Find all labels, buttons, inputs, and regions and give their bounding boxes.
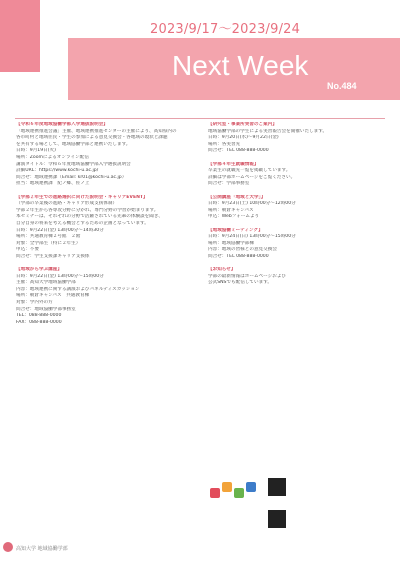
logo-icon	[3, 542, 13, 552]
text-line: 問合せ：学生支援課キャリア支援係	[16, 253, 90, 259]
tile-red	[210, 488, 220, 498]
text-line: 詳細URL：https://www.kochi-u.ac.jp/	[16, 168, 99, 174]
text-line: 担当：地域連携課 紀ノ郷、佐ノ上	[16, 181, 90, 187]
text-line: TEL：088-888-0000	[16, 313, 62, 319]
qr-code	[268, 510, 286, 528]
text-line: 自分自身の将来を考える機会とするための企画となっています。	[16, 220, 149, 226]
section-title: 【学部２年生での進路選択に向けた説明会・キャリアEVENT】	[16, 194, 148, 200]
text-line: 日時：9月22日(金) 13時00分〜14時30分	[16, 227, 104, 233]
left-column	[16, 122, 196, 326]
text-line: 場所：Zoomによるオンライン配信	[16, 154, 89, 160]
section-title: 【地域から学ぶ講座】	[16, 267, 62, 273]
section-title: 【令和６年度地域協働学部入学選抜説明会】	[16, 122, 108, 127]
section-title: 【お知らせ】	[208, 267, 236, 273]
text-line: 学部２年生から各専攻分野に分かれ、専門分野の学習が始まります。	[16, 207, 159, 213]
text-line	[208, 188, 388, 195]
text-line: 申込：Webフォームより	[208, 214, 260, 220]
text-line: 主催：高知大学地域協働学部	[16, 280, 76, 286]
section-title: 【研究室・事業所実習のご案内】	[208, 122, 277, 127]
text-line	[16, 260, 196, 267]
text-line: 場所：各実習先	[208, 141, 241, 147]
tile-orange	[222, 482, 232, 492]
text-line: 日時：9月24日(日) 13時00分〜15時00分	[208, 234, 296, 240]
text-line: 本セミナーは、それぞれの分野で活躍されている先輩の体験談を聞き、	[16, 214, 163, 220]
text-line	[208, 155, 388, 162]
text-line	[208, 221, 388, 228]
tile-green	[234, 488, 244, 498]
section-title: 【学部４年生就職情報】	[208, 161, 259, 167]
text-line: 詳細は学部ホームページをご覧ください。	[208, 174, 296, 180]
issue-number: No.484	[327, 81, 357, 91]
text-line: 場所：地域協働学部棟	[208, 240, 254, 246]
text-line: 問合せ：TEL 088-888-0000	[208, 148, 269, 154]
text-line: 「地域連携推進会議」主催、地域連携推進センターの主催により、高知県内の	[16, 128, 177, 134]
date-range: 2023/9/17〜2023/9/24	[150, 22, 301, 37]
tile-blue	[246, 482, 256, 492]
text-line: 場所：共通教育棟２号館 ２階	[16, 234, 81, 240]
text-line: FAX：088-888-0000	[16, 319, 62, 325]
text-line: 場所：朝倉キャンパス 共通教育棟	[16, 293, 90, 299]
text-line: 問合せ：地域協働学部事務室	[16, 306, 76, 312]
text-line: 日時：9月20日(水)〜9月22日(金)	[208, 135, 279, 141]
text-line: 問合せ：地域連携課（Email: kr01@kochi-u.ac.jp）	[16, 174, 127, 180]
section-title: 【公開講座「地域と大学」】	[208, 194, 266, 200]
qr-code	[268, 478, 286, 496]
text-line: 場所：朝倉キャンパス	[208, 207, 254, 213]
text-line	[16, 188, 196, 195]
text-line: 問合せ：TEL 088-888-0000	[208, 253, 269, 259]
newsletter-title: Next Week	[172, 50, 309, 81]
text-line: 講演タイトル：令和６年度地域協働学部入学選抜説明会	[16, 161, 131, 167]
text-line: 公式SNSでも配信しています。	[208, 280, 273, 286]
text-line: 対象：全学部生（特に２年生）	[16, 240, 81, 246]
text-line: 各市町村と地域住民・学生の参加による意見交換会・各地域の現状と課題	[16, 135, 168, 141]
text-line: 内容：地域の皆様との意見交換会	[208, 247, 277, 253]
right-column	[208, 122, 388, 287]
text-line: 日時：9月23日(土) 10時00分〜12時00分	[208, 201, 296, 207]
section-title: 【地域協働ミーティング】	[208, 227, 263, 233]
text-line: 問合せ：学部事務室	[208, 181, 250, 187]
text-line: を共有する場として、地域協働学部と連携いたします。	[16, 141, 131, 147]
text-line: 卒業生の就職先一覧を掲載しています。	[208, 168, 291, 174]
text-line: 日時：9月22日(金) 13時00分〜15時00分	[16, 273, 104, 279]
text-line: 内容：地域連携に関する講演およびパネルディスカッション	[16, 286, 140, 292]
text-line: 申込：不要	[16, 247, 39, 253]
text-line: 地域協働学部の学生による実習報告会を開催いたします。	[208, 128, 328, 134]
illustration	[210, 478, 264, 534]
text-line: （学部の卒業後の進路・キャリア形成支援体制）	[16, 201, 118, 207]
text-line	[208, 260, 388, 267]
divider	[15, 118, 385, 119]
text-line: 学部の最新情報はホームページおよび	[208, 273, 287, 279]
text-line: 日時：9月19日(火)	[16, 148, 56, 154]
text-line: 対象：学内外の方	[16, 300, 53, 306]
footer-text: 高知大学 地域協働学部	[16, 546, 68, 552]
corner-decoration	[0, 0, 40, 72]
